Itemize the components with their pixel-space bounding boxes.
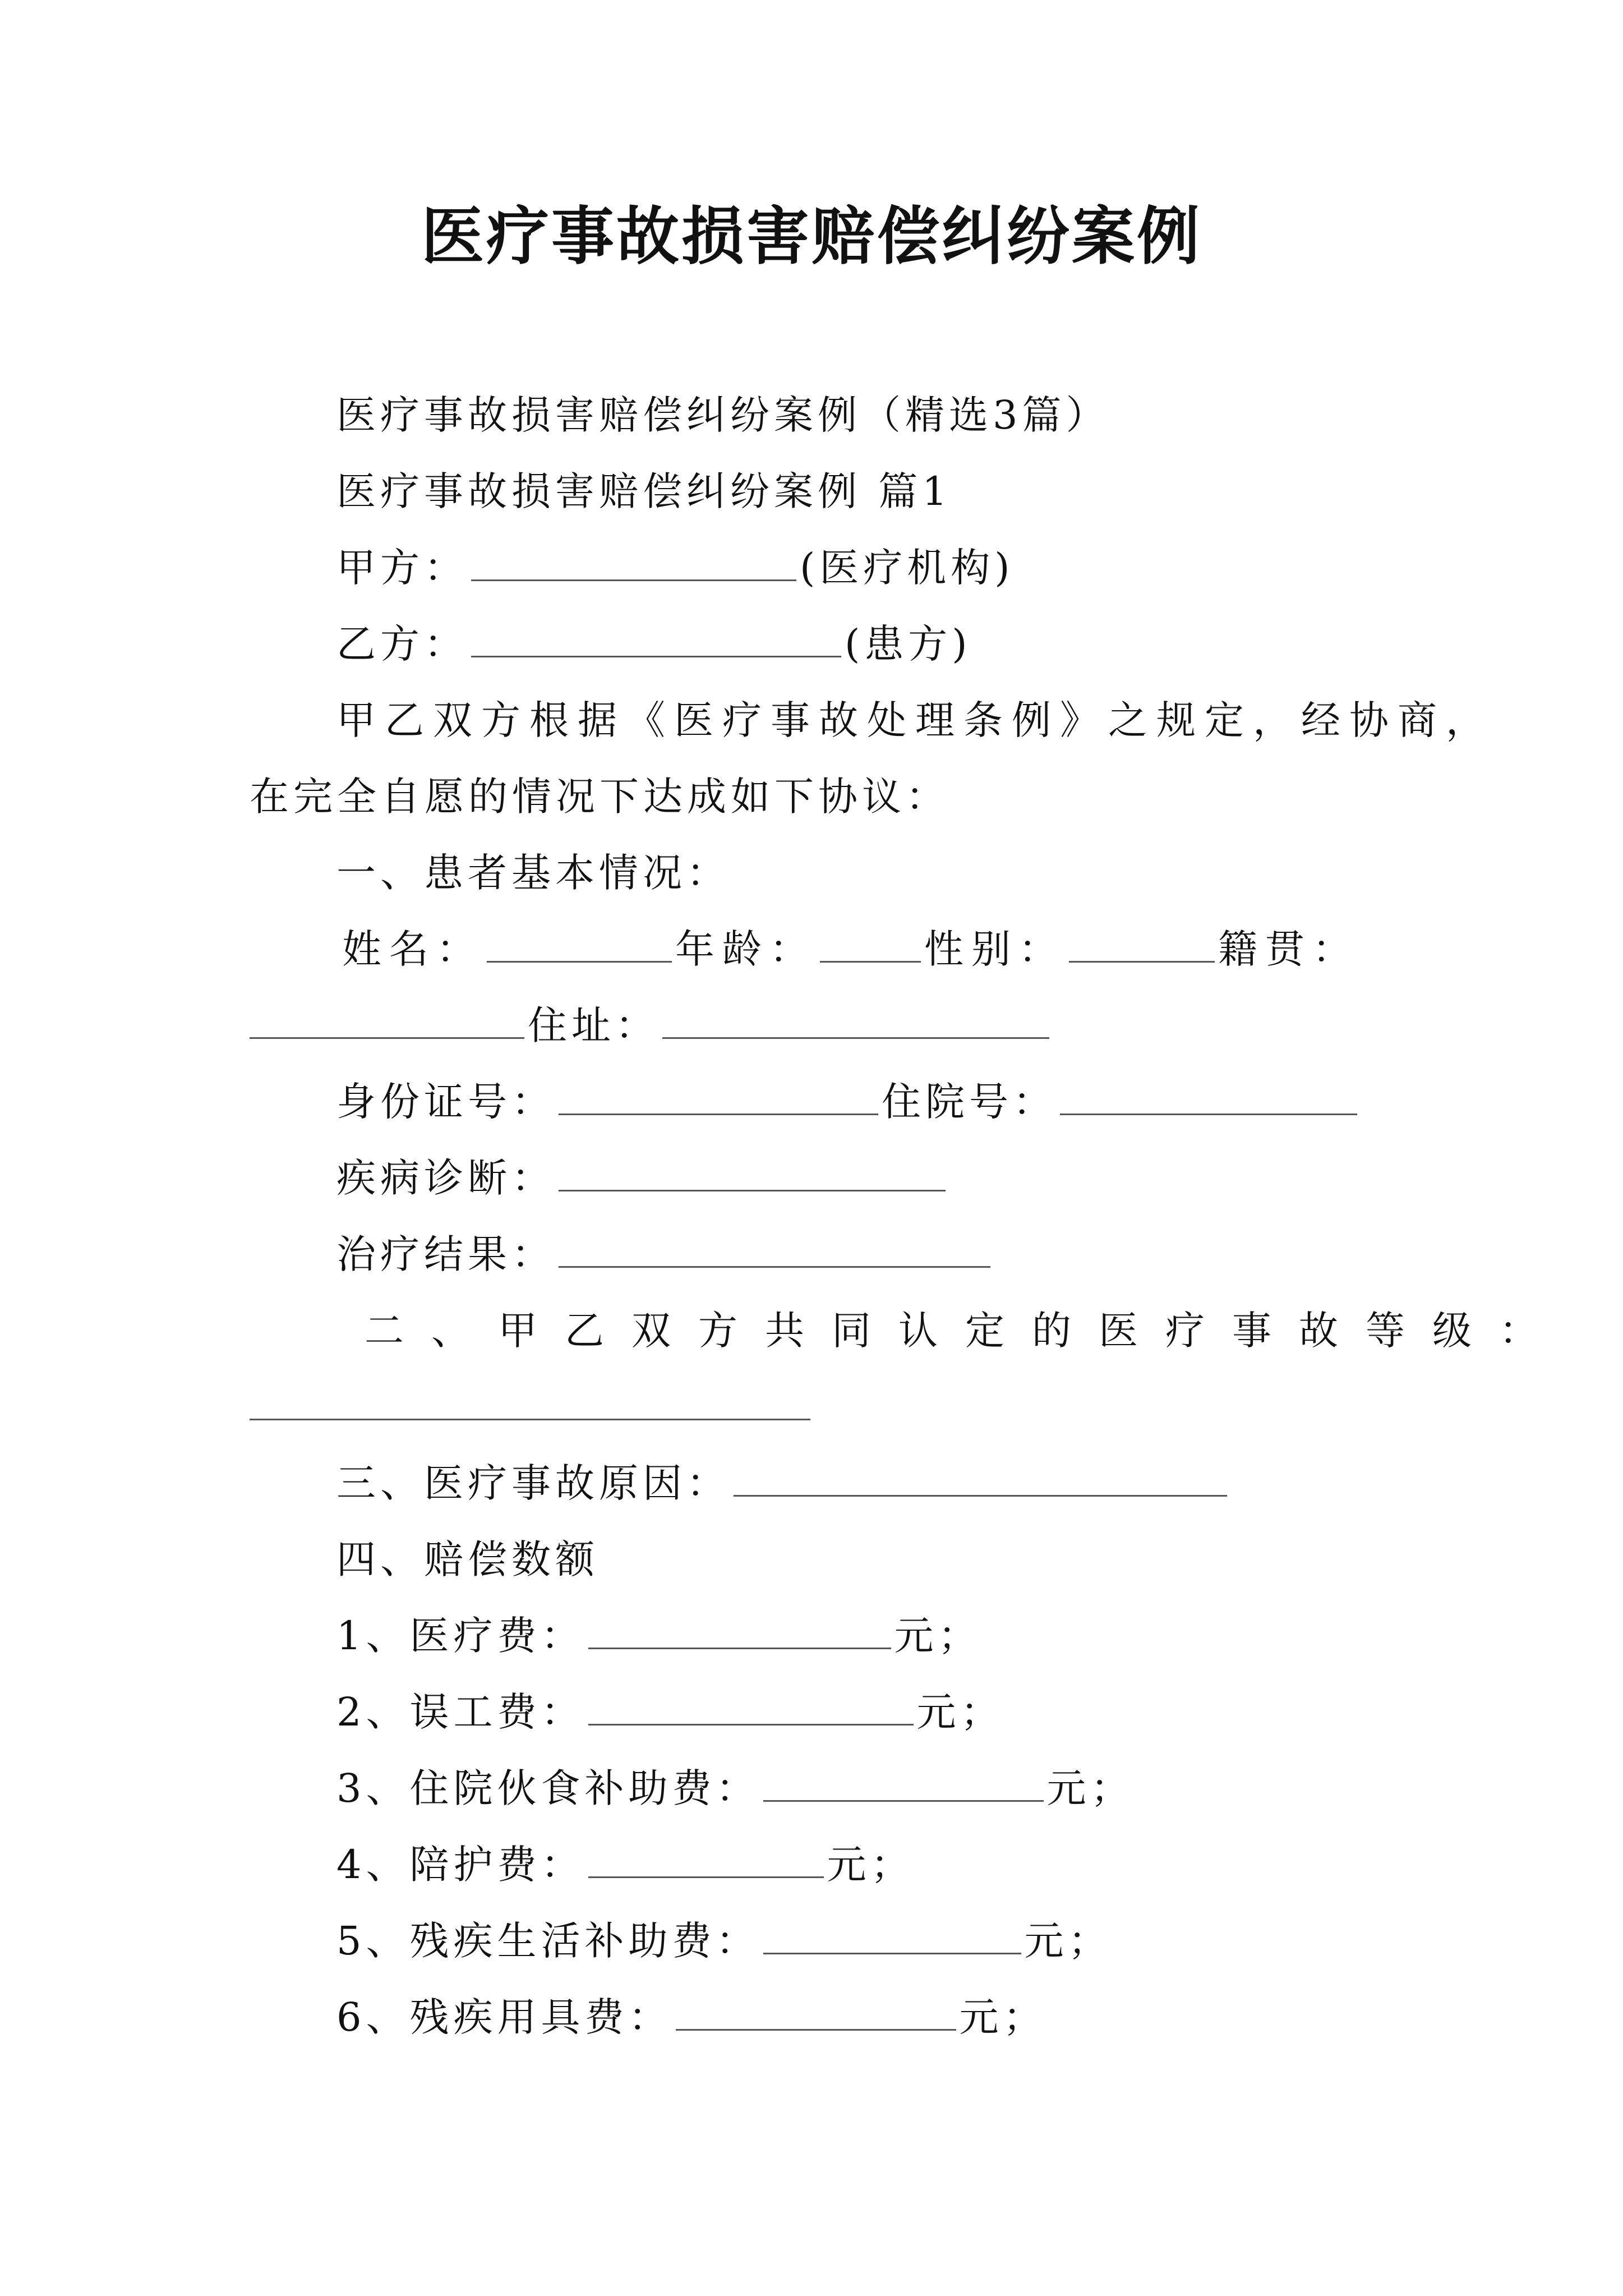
party-b-blank[interactable]	[471, 620, 841, 657]
subtitle: 医疗事故损害赔偿纠纷案例（精选3篇）	[336, 392, 1110, 438]
item-6-label: 6、残疾用具费：	[336, 1994, 672, 2040]
item-4-line	[336, 1837, 915, 1893]
party-a-line	[336, 540, 1015, 596]
diagnosis-blank[interactable]	[559, 1154, 946, 1191]
address-label: 住址：	[528, 1002, 659, 1048]
admission-label: 住院号：	[882, 1079, 1057, 1125]
section-3-line	[336, 1455, 1230, 1511]
item-4-unit: 元；	[827, 1842, 915, 1888]
party-a-blank[interactable]	[471, 544, 796, 581]
result-blank[interactable]	[559, 1230, 990, 1268]
diagnosis-line	[336, 1150, 949, 1206]
item-1-blank[interactable]	[588, 1612, 891, 1649]
result-line	[336, 1226, 994, 1282]
item-2-label: 2、误工费：	[336, 1689, 585, 1735]
section-3-heading: 三、医疗事故原因：	[336, 1460, 730, 1506]
accident-grade-blank[interactable]	[250, 1383, 810, 1420]
native-blank[interactable]	[250, 1001, 524, 1039]
item-4-blank[interactable]	[588, 1841, 824, 1878]
item-3-label: 3、住院伙食补助费：	[336, 1765, 760, 1811]
address-blank[interactable]	[662, 1001, 1049, 1039]
agreement-intro-line-2: 在完全自愿的情况下达成如下协议：	[250, 774, 949, 820]
item-5-unit: 元；	[1024, 1918, 1112, 1964]
party-b-line	[336, 616, 972, 672]
item-3-line	[336, 1760, 1135, 1816]
section-4-heading: 四、赔偿数额	[336, 1536, 599, 1582]
item-3-unit: 元；	[1046, 1765, 1135, 1811]
item-2-blank[interactable]	[588, 1688, 914, 1726]
patient-info-line-1	[342, 921, 1359, 977]
accident-cause-blank[interactable]	[734, 1459, 1227, 1497]
party-b-suffix: (患方)	[845, 621, 972, 667]
item-5-label: 5、残疾生活补助费：	[336, 1918, 760, 1964]
id-label: 身份证号：	[336, 1079, 555, 1125]
party-b-label: 乙方：	[336, 621, 468, 667]
item-4-label: 4、陪护费：	[336, 1842, 585, 1888]
agreement-intro-line-1: 甲乙双方根据《医疗事故处理条例》之规定，经协商，	[336, 697, 1494, 743]
id-line	[336, 1074, 1361, 1130]
item-1-label: 1、医疗费：	[336, 1613, 585, 1659]
gender-blank[interactable]	[1069, 925, 1215, 963]
diagnosis-label: 疾病诊断：	[336, 1155, 555, 1201]
document-title: 医疗事故损害赔偿纠纷案例	[421, 200, 1202, 273]
native-label: 籍贯：	[1218, 926, 1359, 972]
age-blank[interactable]	[820, 925, 921, 963]
name-label: 姓名：	[342, 926, 483, 972]
item-2-unit: 元；	[916, 1689, 1004, 1735]
party-a-suffix: (医疗机构)	[800, 545, 1015, 591]
party-a-label: 甲方：	[336, 545, 468, 591]
admission-blank[interactable]	[1060, 1078, 1357, 1115]
item-1-unit: 元；	[894, 1613, 982, 1659]
id-blank[interactable]	[559, 1078, 878, 1115]
gender-label: 性别：	[924, 926, 1066, 972]
item-6-line	[336, 1989, 1047, 2045]
item-2-line	[336, 1684, 1004, 1740]
patient-info-line-2	[250, 997, 1053, 1053]
section-1-heading: 一、患者基本情况：	[336, 850, 730, 896]
age-label: 年龄：	[675, 926, 817, 972]
section-2-heading: 二、甲乙双方共同认定的医疗事故等级：	[365, 1308, 1566, 1354]
name-blank[interactable]	[487, 925, 672, 963]
item-6-blank[interactable]	[676, 1993, 956, 2031]
item-6-unit: 元；	[959, 1994, 1047, 2040]
item-5-line	[336, 1913, 1112, 1969]
result-label: 治疗结果：	[336, 1231, 555, 1277]
item-3-blank[interactable]	[763, 1764, 1044, 1802]
item-1-line	[336, 1608, 982, 1664]
item-5-blank[interactable]	[763, 1917, 1021, 1954]
section-2-blank-line	[250, 1379, 814, 1435]
chapter-heading: 医疗事故损害赔偿纠纷案例 篇1	[336, 468, 952, 514]
